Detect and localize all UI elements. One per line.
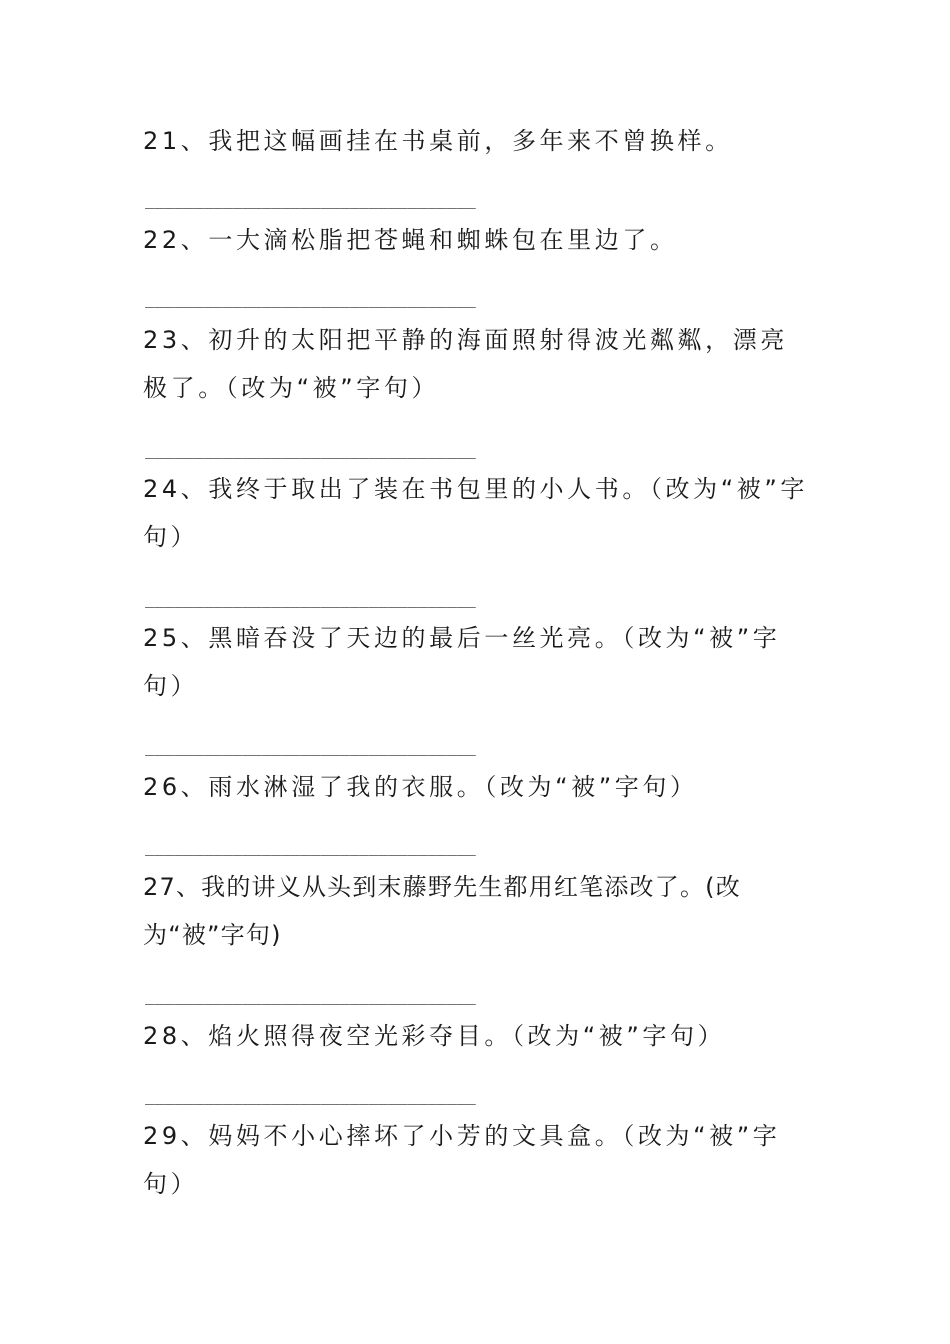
question-21: 21、我把这幅画挂在书桌前，多年来不曾换样。 — [143, 127, 733, 155]
answer-blank-21: __________________________________ — [145, 190, 476, 209]
question-26: 26、雨水淋湿了我的衣服。（改为“被”字句） — [143, 773, 698, 801]
answer-blank-26: __________________________________ — [145, 837, 476, 856]
question-24: 24、我终于取出了装在书包里的小人书。（改为“被”字句） — [143, 475, 809, 551]
answer-blank-22: __________________________________ — [145, 289, 476, 308]
question-27: 27、我的讲义从头到末藤野先生都用红笔添改了。(改为“被”字句) — [143, 873, 741, 949]
question-29: 29、妈妈不小心摔坏了小芳的文具盒。（改为“被”字句） — [143, 1122, 781, 1198]
answer-blank-23: __________________________________ — [145, 440, 476, 459]
answer-blank-28: __________________________________ — [145, 1086, 476, 1105]
question-25: 25、黑暗吞没了天边的最后一丝光亮。（改为“被”字句） — [143, 624, 781, 700]
question-28: 28、焰火照得夜空光彩夺目。（改为“被”字句） — [143, 1022, 726, 1050]
question-23: 23、初升的太阳把平静的海面照射得波光粼粼，漂亮极了。（改为“被”字句） — [143, 326, 788, 402]
answer-blank-27: __________________________________ — [145, 986, 476, 1005]
question-22: 22、一大滴松脂把苍蝇和蜘蛛包在里边了。 — [143, 226, 678, 254]
answer-blank-25: __________________________________ — [145, 737, 476, 756]
answer-blank-24: __________________________________ — [145, 589, 476, 608]
